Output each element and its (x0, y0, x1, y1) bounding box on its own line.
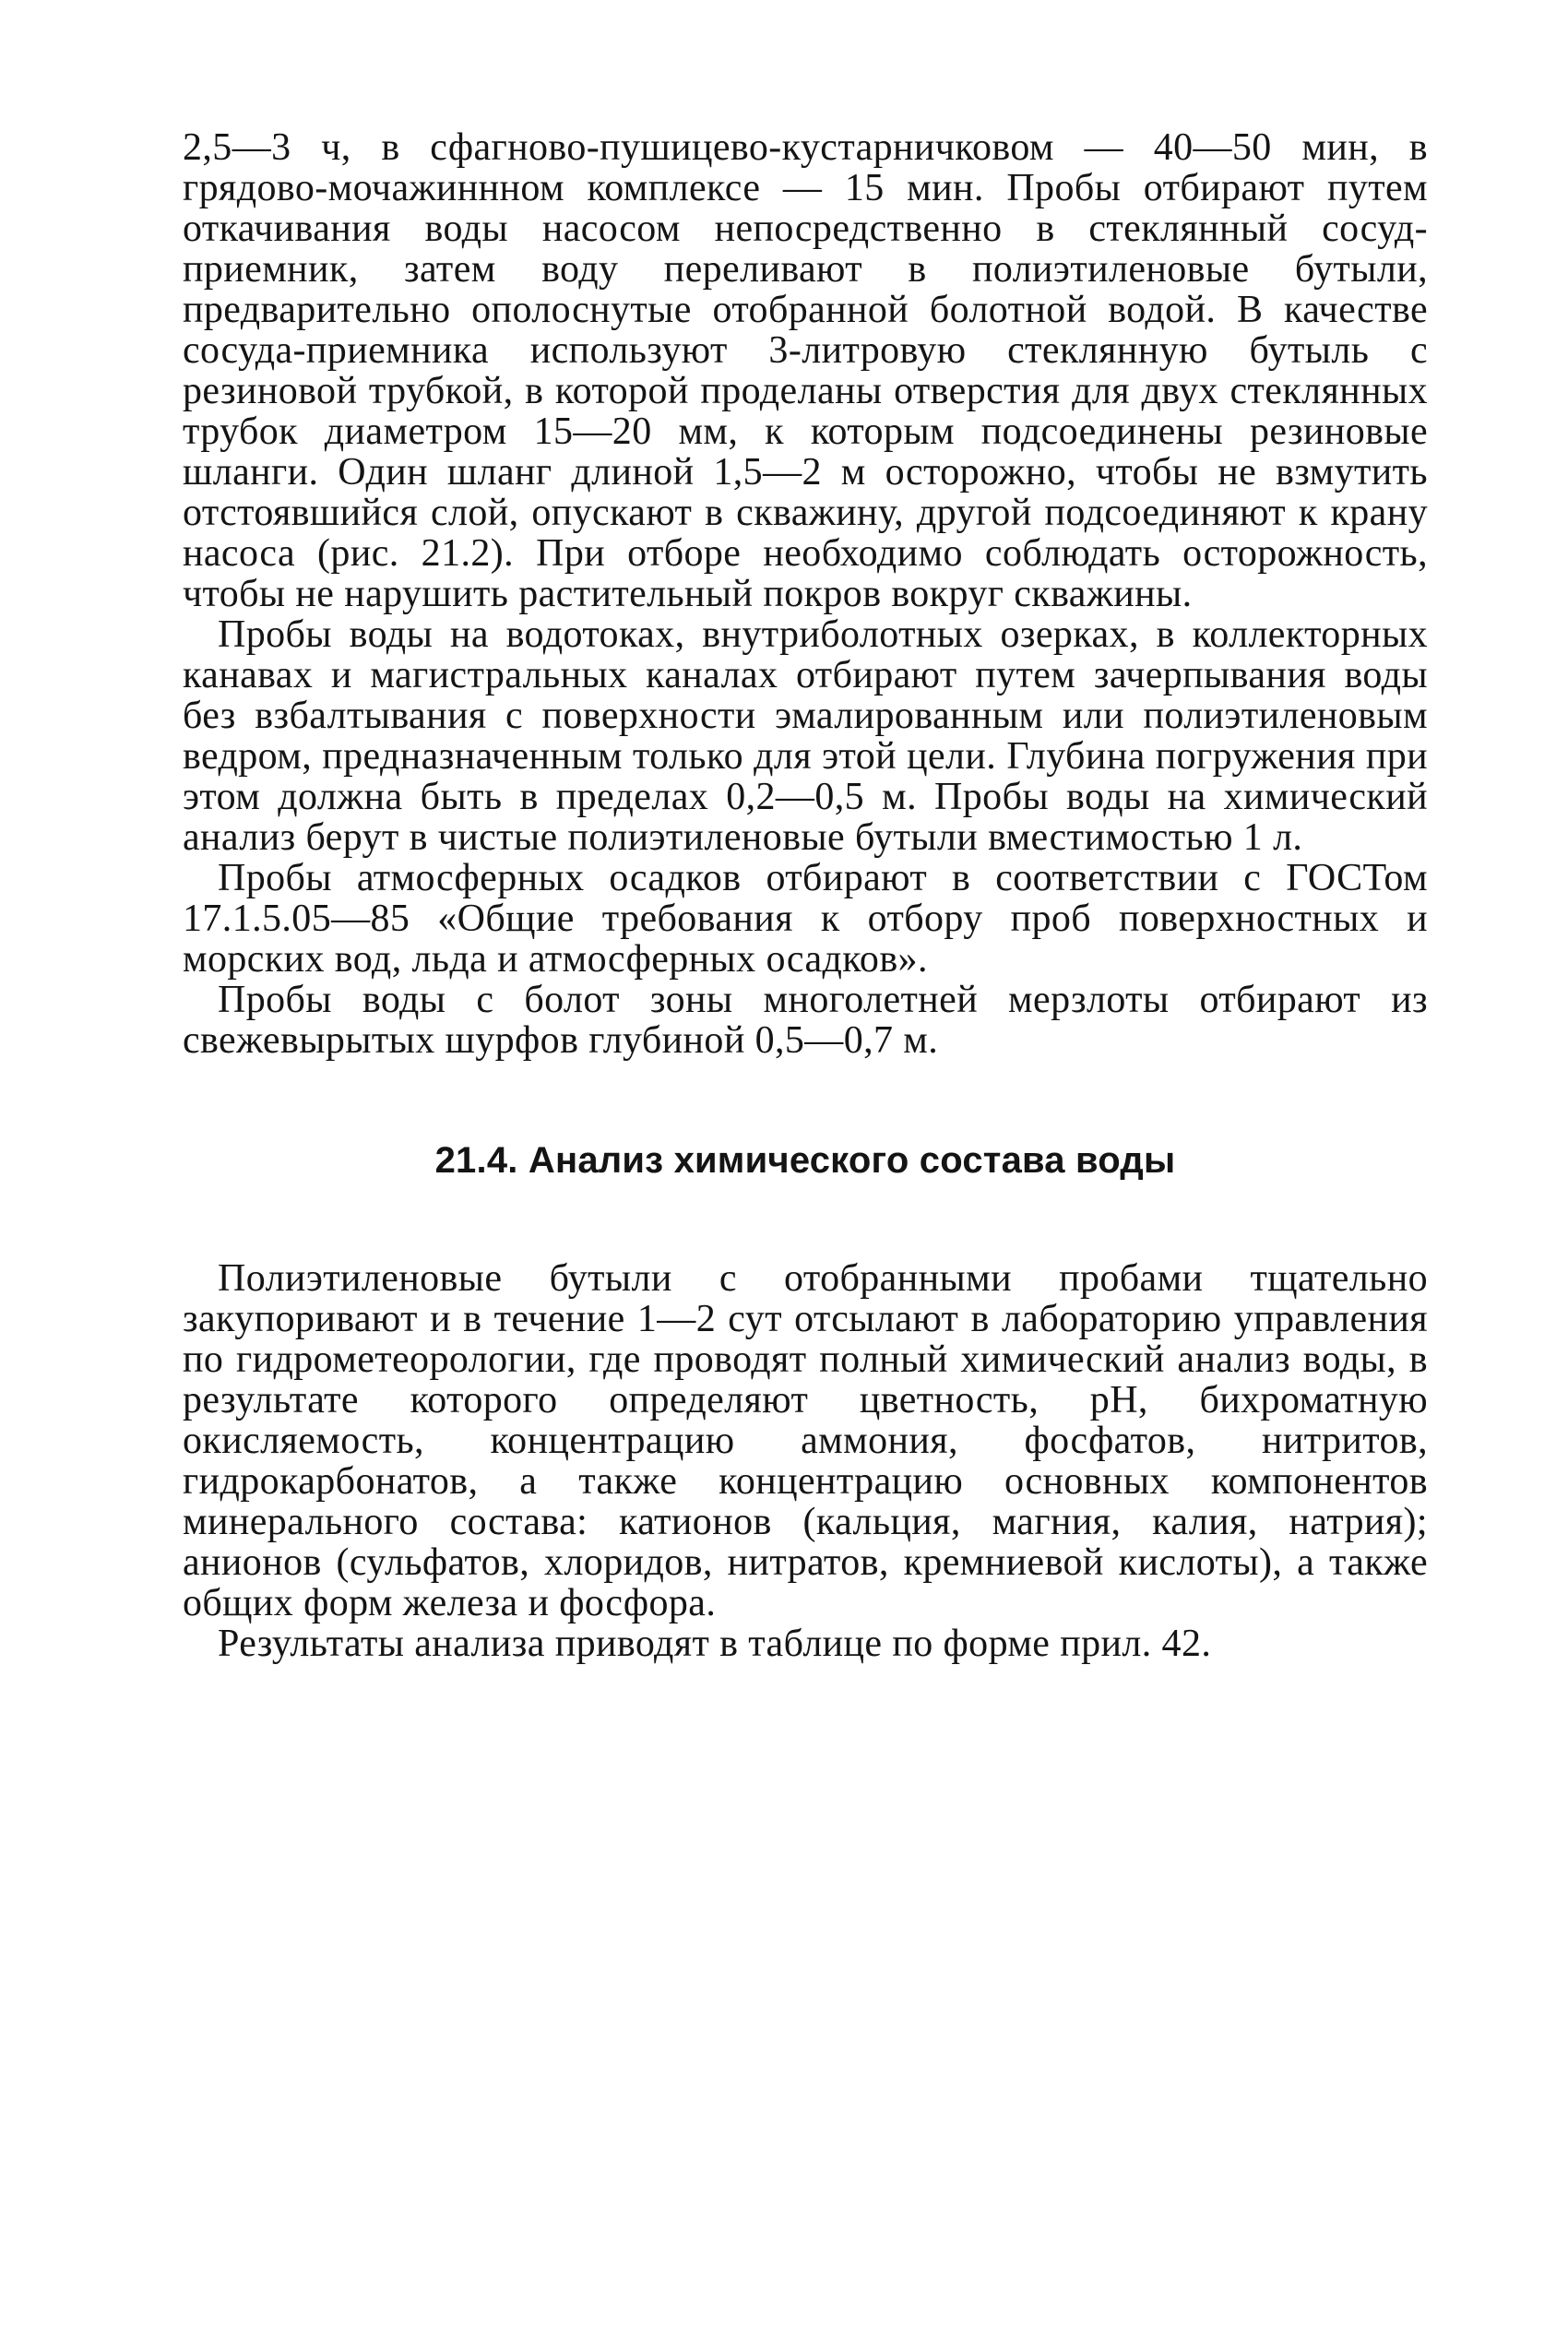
section-heading: 21.4. Анализ химического состава воды (434, 1140, 1176, 1181)
paragraph-precipitation-sampling: Пробы атмосферных осадков отбирают в соответствии с ГОСТом 17.1.5.05—85 «Общие требования к отбору проб поверхностных и морских вод, льда и атмосферных осадков». (183, 857, 1428, 981)
paragraph-watercourse-sampling: Пробы воды на водотоках, внутриболотных озерках, в коллекторных канавах и магистральных каналах отбирают путем зачерпывания воды без взбалтывания с поверхности эмалированным или полиэтиленовым ведром, предназначенным только для этой цели. Глубина погружения при этом должна быть в пределах 0,2—0,5 м. Пробы воды на химический анализ берут в чистые полиэтиленовые бутыли вместимостью 1 л. (183, 613, 1428, 859)
paragraph-permafrost-sampling: Пробы воды с болот зоны многолетней мерзлоты отбирают из свежевырытых шурфов глубиной 0,5—0,7 м. (183, 979, 1428, 1062)
paragraph-chemical-analysis: Полиэтиленовые бутыли с отобранными пробами тщательно закупоривают и в течение 1—2 сут отсылают в лабораторию управления по гидрометеорологии, где проводят полный химический анализ воды, в результате которого определяют цветность, pH, бихроматную окисляемость, концентрацию аммония, фосфатов, нитритов, гидрокарбонатов, а также концентрацию основных компонентов минерального состава: катионов (кальция, магния, калия, натрия); анионов (сульфатов, хлоридов, нитратов, кремниевой кислоты), а также общих форм железа и фосфора. (183, 1257, 1428, 1624)
paragraph-continued-sampling-method: 2,5—3 ч, в сфагново-пушицево-кустарничковом — 40—50 мин, в грядово-мочажиннном комплексе — 15 мин. Пробы отбирают путем откачивания воды насосом непосредственно в стеклянный сосуд-приемник, затем воду переливают в полиэтиленовые бутыли, предварительно ополоснутые отобранной болотной водой. В качестве сосуда-приемника используют 3-литровую стеклянную бутыль с резиновой трубкой, в которой проделаны отверстия для двух стеклянных трубок диаметром 15—20 мм, к которым подсоединены резиновые шланги. Один шланг длиной 1,5—2 м осторожно, чтобы не взмутить отстоявшийся слой, опускают в скважину, другой подсоединяют к крану насоса (рис. 21.2). При отборе необходимо соблюдать осторожность, чтобы не нарушить растительный покров вокруг скважины. (183, 126, 1428, 615)
document-page (183, 127, 1428, 1664)
paragraph-analysis-results: Результаты анализа приводят в таблице по форме прил. 42. (218, 1623, 1212, 1665)
